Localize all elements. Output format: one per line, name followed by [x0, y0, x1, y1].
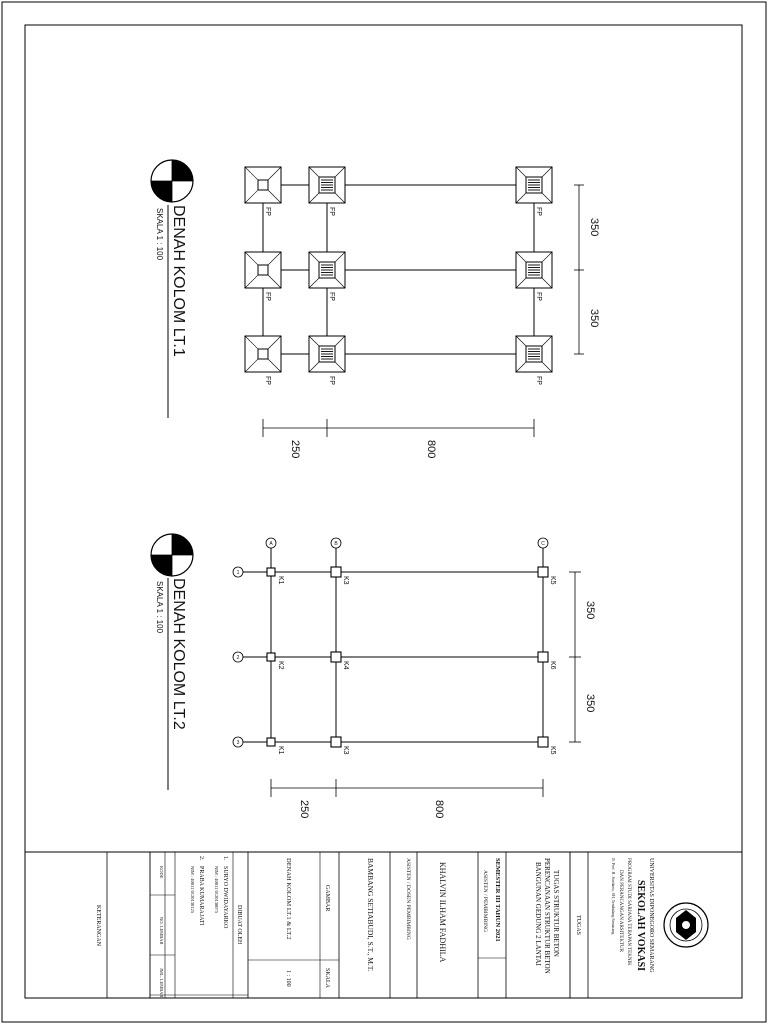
tb-author2-num: 2. [198, 856, 204, 861]
column-marker [331, 737, 341, 747]
tb-kode-header: KODE [159, 866, 164, 879]
plan2-title: DENAH KOLOM LT.2 [170, 578, 187, 730]
tb-tugas-2: PERENCANAAN STRUKTUR BETON [543, 858, 551, 974]
grid-bubble-1 [233, 567, 243, 577]
plan1-dim-x1: 250 [289, 440, 301, 459]
footing-label: FP [264, 207, 271, 216]
footing-label: FP [328, 292, 335, 301]
tb-tugas-1: TUGAS STRUKTUR BETON [552, 870, 560, 957]
tb-skala-header: SKALA [324, 968, 330, 989]
tb-address: Jl. Prof. H. Soedarto, SH, Tembalang Semarang [611, 858, 616, 935]
plan1-title: DENAH KOLOM LT.1 [170, 205, 187, 357]
column-marker [538, 737, 548, 747]
title-block [25, 852, 742, 998]
footing-pad [516, 336, 552, 385]
column-label: K3 [342, 576, 349, 585]
tb-no-lembar-header: NO. LEMBAR [159, 917, 164, 945]
footing-label: FP [328, 207, 335, 216]
tb-university: UNIVERSITAS DIPONEGORO SEMARANG [648, 858, 654, 973]
svg-text:A: A [269, 541, 273, 547]
column-marker [331, 567, 341, 577]
column-label: K1 [277, 576, 284, 585]
footing-pad [245, 336, 281, 385]
svg-text:B: B [334, 541, 338, 547]
column-label: K4 [342, 661, 349, 670]
tb-jml-lembar-header: JML. LEMBAR [159, 968, 164, 998]
tb-asisten-name: KHALVIN ILHAM FADHILA [438, 862, 447, 963]
plan1-scale: SKALA 1 : 100 [155, 208, 164, 261]
column-label: K1 [277, 746, 284, 755]
svg-text:2: 2 [236, 655, 240, 661]
column-label: K2 [277, 661, 284, 670]
tb-gambar-header: GAMBAR [324, 885, 330, 912]
plan-denah-kolom-lt1 [151, 160, 600, 458]
grid-bubble-a [266, 538, 276, 548]
tb-tugas-3: BANGUNAN GEDUNG 2 LANTAI [534, 862, 542, 966]
plan1-dim-y1: 350 [588, 218, 600, 237]
plan1-dim-y2: 350 [588, 309, 600, 328]
university-logo-icon [664, 903, 708, 947]
footing-label: FP [328, 376, 335, 385]
column-marker [267, 738, 275, 746]
plan2-dim-y1: 350 [584, 601, 596, 620]
grid-bubble-c [538, 538, 548, 548]
footing-label: FP [264, 376, 271, 385]
column-marker [267, 568, 275, 576]
tb-author1-nim: NIM : 40011 0120130075 [214, 866, 219, 913]
plan1-dim-x2: 800 [425, 440, 437, 459]
svg-text:1: 1 [236, 570, 240, 576]
footing-label: FP [264, 292, 271, 301]
north-arrow-icon [151, 160, 193, 202]
tb-dibuat-header: DIBUAT OLEH [236, 905, 242, 945]
column-label: K5 [549, 576, 556, 585]
plan2-dim-vertical [569, 572, 596, 742]
tb-asisten-header: ASISTEN / PEMBIMBING [482, 870, 488, 933]
tb-skala-value: 1 : 100 [285, 970, 291, 987]
tb-author1-num: 1. [222, 856, 228, 861]
north-arrow-icon [151, 534, 193, 576]
plan1-dim-vertical [574, 185, 600, 354]
tb-author1-name: SURYO DWIDAYARKO [222, 866, 228, 929]
svg-text:3: 3 [236, 740, 240, 746]
plan2-scale: SKALA 1 : 100 [155, 581, 164, 634]
tb-tugas-header: TUGAS [575, 915, 581, 936]
grid-bubble-b [331, 538, 341, 548]
plan2-dim-horizontal [271, 779, 543, 818]
plan-denah-kolom-lt2 [151, 534, 596, 818]
tb-gambar-value: DENAH KOLOM LT.1 & LT.2 [285, 858, 292, 940]
tb-school: SEKOLAH VOKASI [635, 880, 646, 972]
svg-text:C: C [541, 541, 545, 547]
footing-label: FP [535, 207, 542, 216]
column-marker [331, 652, 341, 662]
plan2-dim-x1: 250 [298, 800, 310, 819]
tb-semester: SEMESTER III TAHUN 2021 [494, 858, 501, 942]
plan1-dim-horizontal [263, 419, 534, 458]
tb-author2-nim: NIM : 40011 0120130125 [190, 866, 195, 913]
grid-bubble-2 [233, 652, 243, 662]
tb-author2-name: PRABA KUMARAJATI [198, 866, 204, 926]
plan2-dim-y2: 350 [584, 694, 596, 713]
grid-bubble-3 [233, 737, 243, 747]
plan2-dim-x2: 800 [433, 800, 445, 819]
tb-keterangan: KETERANGAN [95, 905, 101, 946]
tb-program-1: PROGRAM STUDI SARJANA TERAPAN TEKNIK [626, 858, 631, 966]
tb-dosen-name: BAMBANG SETIABUDI, S.T., M.T. [366, 858, 375, 972]
column-label: K5 [549, 746, 556, 755]
column-label: K3 [342, 746, 349, 755]
column-marker [538, 652, 548, 662]
footing-label: FP [535, 292, 542, 301]
column-label: K6 [549, 661, 556, 670]
tb-dosen-header: ASISTEN / DOSEN PEMBIMBING [405, 858, 411, 940]
footing-label: FP [535, 376, 542, 385]
column-marker [267, 653, 275, 661]
column-marker [538, 567, 548, 577]
tb-program-2: DAN PERANCANGAN ARSITEKTUR [618, 870, 623, 952]
footing-pad [309, 336, 345, 385]
